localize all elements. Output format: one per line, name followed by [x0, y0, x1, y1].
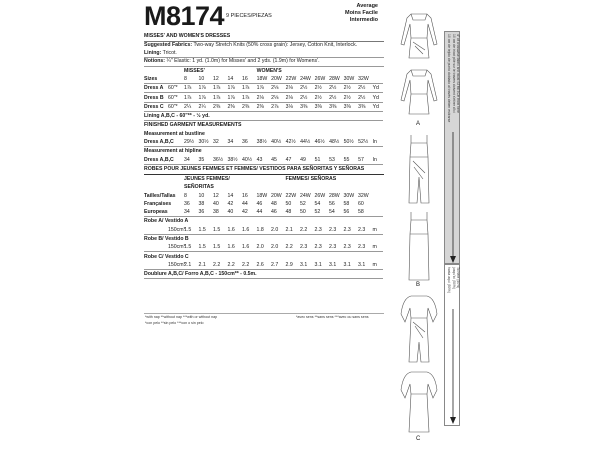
lining-text: Tricot. — [161, 49, 177, 56]
garment-title: MISSES' AND WOMEN'S DRESSES — [144, 32, 384, 42]
footnote-french: *avec sens **sans sens ***avec ou sans sens — [296, 315, 369, 319]
metric-heading: ROBES POUR JEUNES FEMMES ET FEMMES/ VESTIDOS PARA SEÑORITAS Y SEÑORAS — [144, 165, 384, 175]
difficulty-level — [345, 3, 378, 24]
lining-yardage: Lining A,B,C - 60"** - ½ yd. — [144, 111, 383, 120]
lining-label: Lining: — [144, 49, 162, 56]
dress-b-back-icon — [405, 210, 433, 282]
womens-header: WOMEN'S — [256, 67, 282, 74]
view-label-a: A — [416, 121, 421, 127]
fabrics-text: Two-way Stretch Knits (50% cross grain): Jersey, Cotton Knit, Interlock. — [192, 42, 358, 48]
difficulty-es: Intermedio — [349, 17, 378, 23]
gauge-text-fr: 10 cm de tricot plié sur le travers doivent s'étirer d'ici — [451, 34, 456, 113]
dress-c-back-icon — [399, 368, 439, 434]
europeas-row: Europeas 34 36 38 40 42 44 46 48 50 52 54 56 58 — [144, 208, 383, 217]
table-row: Dress B 60"* 1⅞ 1⅞ 1⅞ 1⅞ 1⅞ 2⅛ 2⅛ 2⅛ 2½ 2½ 2½ 2½ 2½ Yd — [144, 93, 383, 102]
suggested-fabrics — [144, 42, 384, 50]
pattern-number: M8174 — [144, 1, 225, 31]
dress-b-front-icon — [405, 133, 433, 205]
stretch-gauge-bottom — [444, 264, 460, 426]
finished-heading: FINISHED GARMENT MEASUREMENTS — [144, 122, 242, 129]
bustline-label: Measurement at bustline — [144, 130, 205, 137]
gauge-bottom-fr: jusqu'ici (50%) — [451, 267, 456, 289]
gauge-text-en: 4" of crosswise fabric knit must STRETCH from here — [456, 34, 460, 113]
hipline-label: Measurement at hipline — [144, 148, 202, 155]
yardage-table — [144, 67, 383, 165]
notions-label: Notions: — [144, 58, 166, 64]
gauge-bottom-es: hasta aquí (50%) — [447, 267, 451, 293]
view-illustrations — [395, 0, 445, 450]
fabrics-label: Suggested Fabrics: — [144, 42, 193, 48]
pieces-count: 9 PIECES/PIEZAS — [226, 13, 272, 19]
title-row — [144, 0, 384, 30]
table-row: Dress A,B,C 29½ 30½ 32 34 36 38½ 40½ 42½ 44½ 46½ 48½ 50½ 52½ In — [144, 138, 383, 147]
jeunes-femmes-header: JEUNES FEMMES/ — [184, 175, 230, 182]
gauge-bottom-en: To here (50%) — [456, 267, 460, 289]
view-label-c: C — [416, 436, 421, 442]
table-row: Dress A,B,C 34 35 36½ 38½ 40½ 43 45 47 49 51 53 55 57 In — [144, 155, 383, 164]
misses-header: MISSES' — [184, 67, 205, 74]
dress-a-front-icon — [399, 10, 439, 62]
tailles-row: Tailles/Tallas 8 10 12 14 16 18W 20W 22W 24W 26W 28W 30W 32W — [144, 192, 369, 199]
doublure-line: Doublure A,B,C/ Forro A,B,C - 150cm** - 0.5m. — [144, 270, 383, 279]
table-row: 150cm* 1.5 1.5 1.5 1.6 1.6 1.8 2.0 2.1 2.2 2.3 2.3 2.3 2.3 m — [144, 226, 383, 235]
arrow-down-icon — [450, 309, 456, 425]
difficulty-en: Average — [356, 3, 378, 9]
arrow-down-icon — [450, 132, 456, 264]
sizes-row: Sizes 8 10 12 14 16 18W 20W 22W 24W 26W 28W 30W 32W — [144, 75, 383, 84]
sizes-label: Sizes — [144, 75, 184, 84]
notions-line — [144, 58, 384, 67]
senoritas-header: SEÑORITAS — [184, 184, 214, 191]
robe-b-label: Robe B/ Vestido B — [144, 235, 189, 242]
difficulty-fr: Moins Facile — [344, 10, 378, 16]
gauge-text-es: 10 cm de tejido de punto doblado al través deben estirarse — [447, 34, 451, 123]
stretch-gauge-top — [444, 31, 460, 264]
table-row: Dress C 60"* 2¼ 2¼ 2⅜ 2⅜ 2⅜ 2⅜ 2⅞ 3⅛ 3⅜ 3⅜ 3⅜ 3⅜ 3⅜ Yd — [144, 102, 383, 111]
footnote-spanish: *con pelo **sin pelo ***con o sin pelo — [145, 321, 204, 325]
dress-c-front-icon — [399, 292, 439, 364]
table-row: 150cm* 1.5 1.5 1.5 1.6 1.6 2.0 2.0 2.2 2.3 2.3 2.3 2.3 2.3 m — [144, 243, 383, 252]
femmes-header: FEMMES/ SEÑORAS — [285, 175, 337, 182]
dress-a-back-icon — [399, 66, 439, 118]
robe-c-label: Robe C/ Vestido C — [144, 253, 189, 260]
metric-table — [144, 175, 383, 280]
footnote-english: *with nap **without nap ***with or without nap — [145, 315, 218, 319]
table-row: 150cm* 2.1 2.1 2.2 2.2 2.2 2.6 2.7 2.9 3.1 3.1 3.1 3.1 3.1 m — [144, 261, 383, 270]
stretch-gauge — [444, 31, 460, 426]
francaises-row: Françaises 36 38 40 42 44 46 48 50 52 54 56 58 60 — [144, 200, 364, 207]
notions-text: ¼" Elastic: 1 yd. (1.0m) for Misses' and 2 yds. (1.9m) for Womens'. — [165, 58, 320, 64]
view-label-b: B — [416, 282, 421, 288]
robe-a-label: Robe A/ Vestido A — [144, 218, 189, 225]
lining-line — [144, 50, 384, 59]
footnote-rule — [144, 313, 384, 314]
table-row: Dress A 60"* 1⅞ 1⅞ 1⅞ 1⅞ 1⅞ 1⅞ 2⅛ 2⅛ 2½ 2½ 2½ 2½ 2½ Yd — [144, 84, 383, 93]
pattern-back-sheet — [144, 0, 384, 279]
